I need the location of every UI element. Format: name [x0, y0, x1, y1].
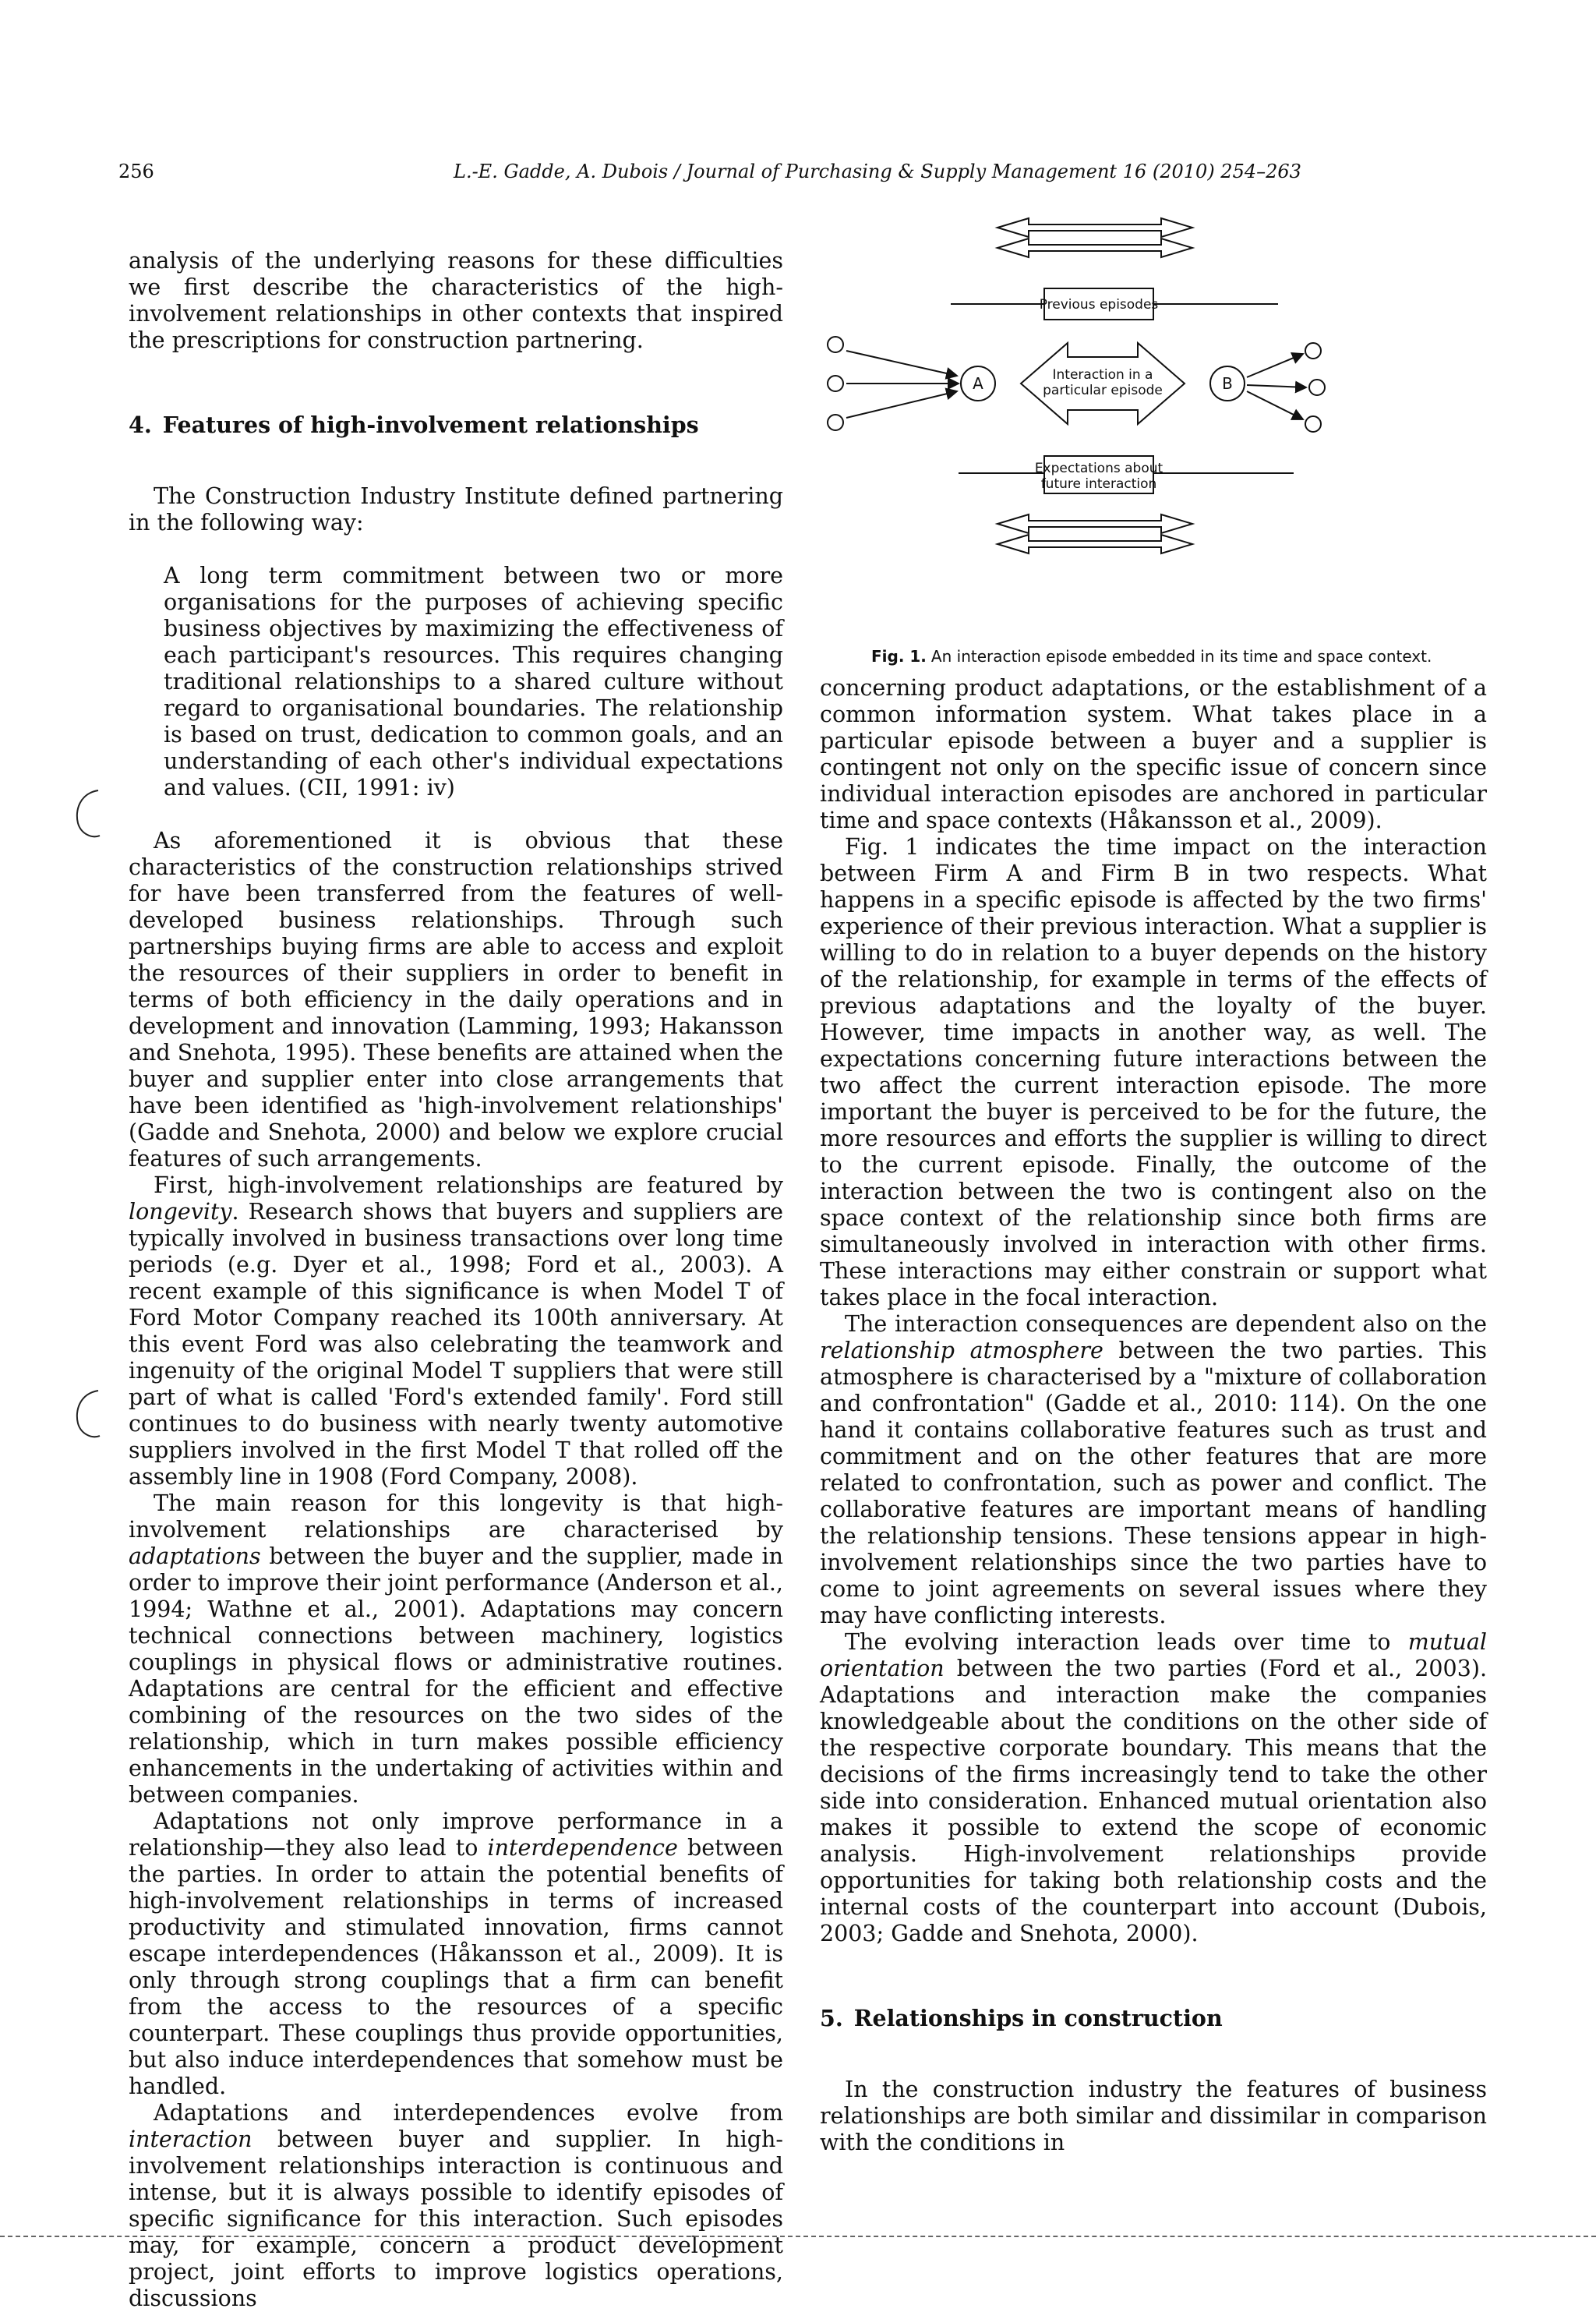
figure-label: Fig. 1. — [871, 647, 927, 666]
other-firm-node — [828, 337, 843, 352]
bottom-arrow-stack — [998, 514, 1192, 553]
paragraph-cii: The Construction Industry Institute defined partnering in the following way: — [129, 483, 783, 536]
text-run: between the buyer and the supplier, made in order to improve their joint performance (Anderson et al., 1994; Wathne et al., 2001). Adaptations may concern technical connections between machinery, logistics couplings in physical flows or administrative routines. Adaptations are central for the efficient and effective combining of the resources on the two sides of the relationship, which in turn makes possible efficiency enhancements in the undertaking of activities within and between companies. — [129, 1543, 783, 1808]
other-firm-node — [1309, 380, 1325, 395]
paragraph-mutual — [820, 1629, 1487, 1947]
expectations-label-line2: future interaction — [1040, 476, 1157, 492]
right-column — [820, 675, 1487, 2156]
paragraph-atmosphere — [820, 1311, 1487, 1629]
section-title: Relationships in construction — [853, 2005, 1223, 2031]
emphasis: mutual orientation — [820, 1629, 1487, 1681]
text-run: between the two parties (Ford et al., 2003). Adaptations and interaction make the companies knowledgeable about the conditions on the other side of the respective corporate boundary. This means that the decisions of the firms increasingly tend to take the other side into consideration. Enhanced mutual orientation also makes it possible to extend the scope of economic analysis. High-involvement relationships provide opportunities for taking both relationship costs and the internal costs of the counterpart into account (Dubois, 2003; Gadde and Snehota, 2000). — [820, 1656, 1487, 1946]
emphasis: relationship atmosphere — [820, 1338, 1103, 1363]
paragraph-continuation: concerning product adaptations, or the establishment of a common information system. What takes place in a particular episode between a buyer and a supplier is contingent not only on the specific issue of concern since individual interaction episodes are anchored in particular time and space contexts (Håkansson et al., 2009). — [820, 675, 1487, 833]
text-run: . Research shows that buyers and suppliers are typically involved in business transactions over long time periods (e.g. Dyer et al., 1998; Ford et al., 2003). A recent example of this significance is when Model T of Ford Motor Company reached its 100th anniversary. At this event Ford was also celebrating the teamwork and ingenuity of the original Model T suppliers that were still part of what is called 'Ford's extended family'. Ford still continues to do business with nearly twenty automotive suppliers involved in the first Model T that rolled off the assembly line in 1908 (Ford Company, 2008). — [129, 1199, 783, 1490]
punch-hole-mark — [72, 787, 103, 842]
left-column — [129, 248, 783, 2312]
punch-hole-mark — [72, 1388, 103, 1442]
text-run: First, high-involvement relationships are featured by — [154, 1172, 783, 1198]
paragraph-interdependence — [129, 1808, 783, 2100]
paragraph-construction: In the construction industry the features of business relationships are both similar and dissimilar in comparison with the conditions in — [820, 2077, 1487, 2155]
block-quote: A long term commitment between two or more organisations for the purposes of achieving specific business objectives by maximizing the effectiveness of each participant's resources. This requires changing traditional relationships to a shared culture without regard to organisational boundaries. The relationship is based on trust, dedication to common goals, and an understanding of each other's individual expectations and values. (CII, 1991: iv) — [164, 563, 783, 801]
other-firm-node — [828, 376, 843, 391]
page-number: 256 — [118, 161, 154, 182]
text-run: Adaptations and interdependences evolve from — [154, 2100, 783, 2126]
section-number: 5. — [820, 2005, 843, 2031]
page-header — [118, 161, 1490, 186]
emphasis: adaptations — [129, 1543, 261, 1569]
section-4-heading — [129, 412, 783, 438]
text-run: The interaction consequences are dependent also on the — [845, 1311, 1487, 1337]
paragraph-adaptations — [129, 1490, 783, 1808]
text-run: The evolving interaction leads over time to — [845, 1629, 1408, 1655]
paragraph-intro: analysis of the underlying reasons for these difficulties we first describe the characteristics of the high-involvement relationships in other contexts that inspired the prescriptions for construction partnering. — [129, 248, 783, 353]
text-run: between buyer and supplier. In high-involvement relationships interaction is continuous and intense, but it is always possible to identify episodes of specific significance for this interaction. Such episodes may, for example, concern a product development project, joint efforts to improve logistics operations, discussions — [129, 2126, 783, 2311]
paragraph-aforementioned: As aforementioned it is obvious that these characteristics of the construction relationships strived for have been transferred from the features of well-developed business relationships. Through such partnerships buying firms are able to access and exploit the resources of their suppliers in order to benefit in terms of both efficiency in the daily operations and in development and innovation (Lamming, 1993; Hakansson and Snehota, 1995). These benefits are attained when the buyer and supplier enter into close arrangements that have been identified as 'high-involvement relationships' (Gadde and Snehota, 2000) and below we explore crucial features of such arrangements. — [129, 828, 783, 1172]
emphasis: interaction — [129, 2126, 252, 2152]
interaction-label-line2: particular episode — [1043, 383, 1163, 398]
paragraph-fig1: Fig. 1 indicates the time impact on the interaction between Firm A and Firm B in two respects. What happens in a specific episode is affected by the two firms' experience of their previous interaction. What a supplier is willing to do in relation to a buyer depends on the history of the relationship, for example in terms of the effects of previous adaptations and the loyalty of the buyer. However, time impacts in another way, as well. The expectations concerning future interactions between the two affect the current interaction episode. The more important the buyer is perceived to be for the future, the more resources and efforts the supplier is willing to direct to the current episode. Finally, the outcome of the interaction between the two is contingent also on the space context of the relationship since both firms are simultaneously involved in interaction with other firms. These interactions may either constrain or support what takes place in the focal interaction. — [820, 834, 1487, 1310]
paragraph-longevity — [129, 1172, 783, 1490]
emphasis: longevity — [129, 1199, 232, 1225]
top-arrow-stack — [998, 218, 1192, 257]
text-run: The main reason for this longevity is that high-involvement relationships are characterised by — [129, 1490, 783, 1543]
text-run: between the two parties. This atmosphere is characterised by a "mixture of collaboration and confrontation" (Gadde et al., 2010: 114). On the one hand it contains collaborative features such as trust and commitment and on the other features that are more related to confrontation, such as power and conflict. The collaborative features are important means of handling the relationship tensions. These tensions appear in high-involvement relationships since the two parties have to come to joint agreements on several issues where they may have conflicting interests. — [820, 1338, 1487, 1628]
figure-caption-text: An interaction episode embedded in its time and space context. — [930, 647, 1432, 666]
scan-edge-line — [0, 2236, 1596, 2237]
text-run: between the parties. In order to attain the potential benefits of high-involvement relationships in terms of increased productivity and stimulated innovation, firms cannot escape interdependences (Håkansson et al., 2009). It is only through strong couplings that a firm can benefit from the access to the resources of a specific counterpart. These couplings thus provide opportunities, but also induce interdependences that somehow must be handled. — [129, 1835, 784, 2099]
other-firm-node — [1305, 416, 1321, 432]
section-number: 4. — [129, 412, 152, 438]
section-title: Features of high-involvement relationships — [162, 412, 699, 438]
firm-a-label: A — [973, 374, 983, 393]
text-run: Adaptations not only improve performance in a relationship—they also lead to — [129, 1808, 783, 1861]
firm-b-label: B — [1222, 374, 1233, 393]
expectations-label-line1: Expectations about — [1034, 461, 1163, 476]
figure-caption — [871, 647, 1432, 666]
interaction-label-line1: Interaction in a — [1052, 367, 1153, 383]
other-firm-node — [1305, 343, 1321, 359]
running-title: L.-E. Gadde, A. Dubois / Journal of Purchasing & Supply Management 16 (2010) 254–263 — [454, 161, 1301, 182]
emphasis: interdependence — [487, 1835, 678, 1861]
figure-1-diagram — [826, 212, 1504, 633]
section-5-heading — [820, 2005, 1487, 2031]
other-firm-node — [828, 415, 843, 430]
paragraph-interaction — [129, 2100, 783, 2312]
previous-episodes-label: Previous episodes — [1039, 297, 1159, 313]
